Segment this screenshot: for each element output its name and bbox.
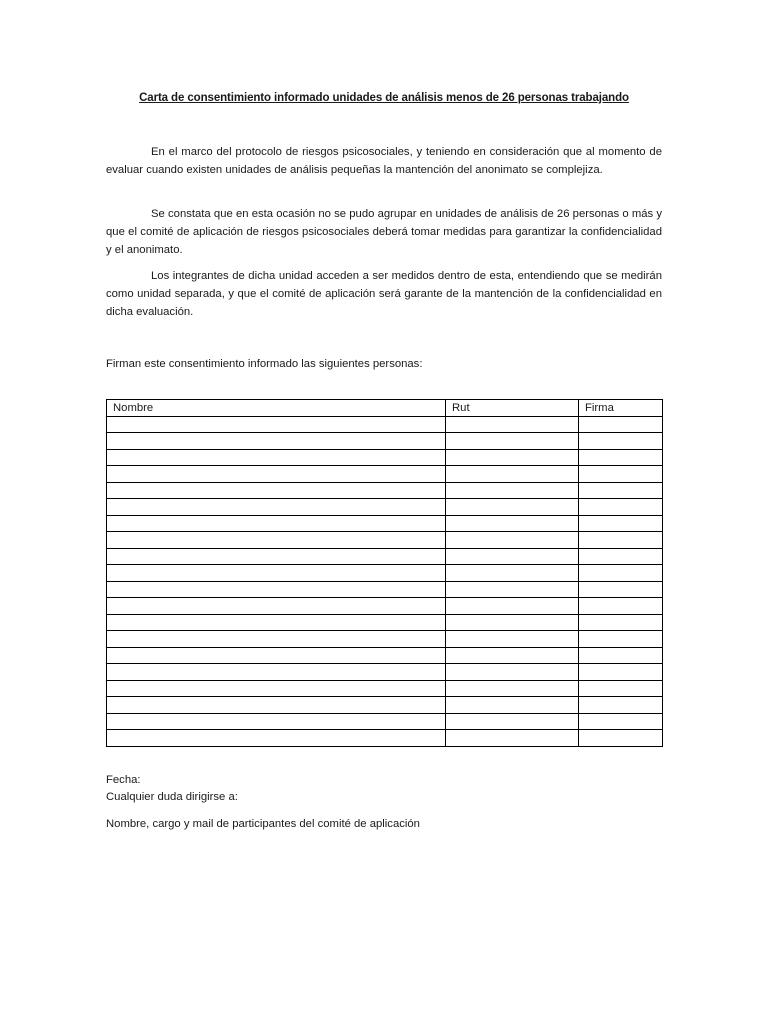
nombre-cell [107,730,446,747]
paragraph-members: Los integrantes de dicha unidad acceden a ser medidos dentro de esta, entendiendo que se medirán como unidad separada, y que el comité de aplicación será garante de la mantención de la confidencialidad en dicha evaluación. [106,270,662,319]
firma-cell [579,614,663,631]
column-header-nombre: Nombre [107,400,446,417]
nombre-cell [107,499,446,516]
rut-cell [446,680,579,697]
signatures-table-body [107,416,663,746]
rut-cell [446,482,579,499]
table-row [107,598,663,615]
firma-cell [579,433,663,450]
firma-cell [579,713,663,730]
rut-cell [446,664,579,681]
rut-cell [446,631,579,648]
rut-cell [446,647,579,664]
signatures-table [106,399,663,747]
nombre-cell [107,548,446,565]
table-row [107,499,663,516]
firma-cell [579,466,663,483]
nombre-cell [107,713,446,730]
contact-label: Cualquier duda dirigirse a: [106,791,238,803]
firma-cell [579,416,663,433]
table-row [107,449,663,466]
rut-cell [446,499,579,516]
table-row [107,713,663,730]
nombre-cell [107,466,446,483]
fecha-label: Fecha: [106,774,141,786]
rut-cell [446,730,579,747]
firma-cell [579,631,663,648]
nombre-cell [107,532,446,549]
table-row [107,416,663,433]
table-row [107,466,663,483]
rut-cell [446,548,579,565]
nombre-cell [107,631,446,648]
firma-cell [579,499,663,516]
paragraph-grouping: Se constata que en esta ocasión no se pudo agrupar en unidades de análisis de 26 personas o más y que el comité de aplicación de riesgos psicosociales deberá tomar medidas para garantizar la confidencialidad y el anonimato. [106,208,662,257]
nombre-cell [107,697,446,714]
rut-cell [446,416,579,433]
column-header-rut: Rut [446,400,579,417]
firma-cell [579,647,663,664]
nombre-cell [107,614,446,631]
nombre-cell [107,416,446,433]
nombre-cell [107,647,446,664]
table-row [107,515,663,532]
table-row [107,548,663,565]
table-row [107,730,663,747]
nombre-cell [107,565,446,582]
table-row [107,532,663,549]
nombre-cell [107,515,446,532]
rut-cell [446,565,579,582]
table-header-row [107,400,663,417]
document-title: Carta de consentimiento informado unidades de análisis menos de 26 personas trabajando [139,92,629,104]
table-row [107,631,663,648]
firma-cell [579,548,663,565]
rut-cell [446,515,579,532]
nombre-cell [107,433,446,450]
firma-cell [579,449,663,466]
table-row [107,565,663,582]
firma-cell [579,515,663,532]
firma-cell [579,581,663,598]
rut-cell [446,598,579,615]
firma-cell [579,532,663,549]
table-row [107,482,663,499]
rut-cell [446,581,579,598]
table-row [107,647,663,664]
firma-cell [579,565,663,582]
firma-cell [579,598,663,615]
nombre-cell [107,581,446,598]
firma-cell [579,697,663,714]
rut-cell [446,697,579,714]
table-row [107,680,663,697]
nombre-cell [107,449,446,466]
rut-cell [446,614,579,631]
signers-intro: Firman este consentimiento informado las siguientes personas: [106,358,423,370]
nombre-cell [107,664,446,681]
nombre-cell [107,680,446,697]
nombre-cell [107,598,446,615]
table-row [107,697,663,714]
rut-cell [446,449,579,466]
table-row [107,614,663,631]
table-row [107,433,663,450]
committee-contact-line: Nombre, cargo y mail de participantes del comité de aplicación [106,818,420,830]
nombre-cell [107,482,446,499]
firma-cell [579,482,663,499]
table-row [107,581,663,598]
paragraph-context: En el marco del protocolo de riesgos psicosociales, y teniendo en consideración que al momento de evaluar cuando existen unidades de análisis pequeñas la mantención del anonimato se complejiza. [106,146,662,177]
rut-cell [446,433,579,450]
firma-cell [579,680,663,697]
rut-cell [446,532,579,549]
firma-cell [579,664,663,681]
table-row [107,664,663,681]
column-header-firma: Firma [579,400,663,417]
rut-cell [446,466,579,483]
firma-cell [579,730,663,747]
rut-cell [446,713,579,730]
